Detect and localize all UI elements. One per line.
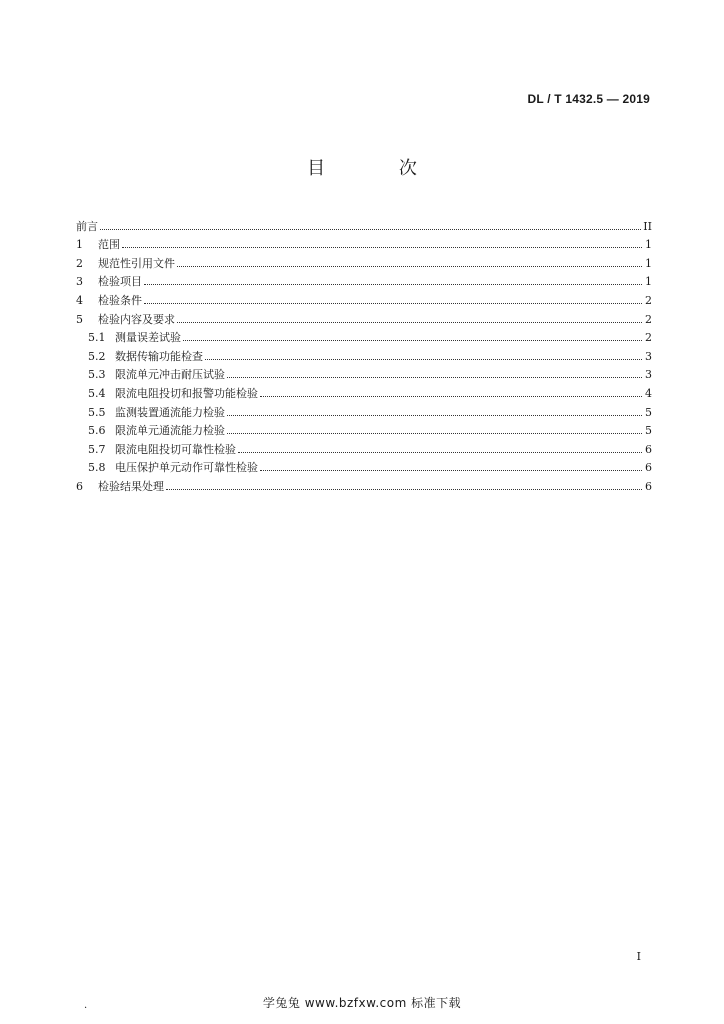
toc-entry-number: 4 bbox=[76, 293, 83, 307]
toc-entry[interactable] bbox=[76, 437, 652, 456]
standard-number: DL / T 1432.5 — 2019 bbox=[527, 92, 650, 106]
toc-entry-page: 5 bbox=[645, 405, 652, 419]
toc-entry-label: 限流单元通流能力检验 bbox=[115, 424, 225, 438]
toc-leader-dots bbox=[177, 321, 642, 323]
toc-entry-page: 6 bbox=[645, 442, 652, 456]
toc-entry[interactable] bbox=[76, 233, 652, 252]
toc-entry-page: 2 bbox=[645, 293, 652, 307]
toc-entry-page: 6 bbox=[645, 479, 652, 493]
table-of-contents bbox=[76, 214, 652, 493]
toc-entry-page: 1 bbox=[645, 256, 652, 270]
toc-entry-label: 规范性引用文件 bbox=[98, 256, 175, 270]
toc-entry[interactable] bbox=[76, 270, 652, 289]
footer-mark: . bbox=[84, 1000, 88, 1011]
toc-entry-number: 5.1 bbox=[88, 331, 106, 345]
toc-entry-label: 限流单元冲击耐压试验 bbox=[115, 368, 225, 382]
toc-entry-label: 检验项目 bbox=[98, 275, 142, 289]
toc-entry-label: 检验条件 bbox=[98, 293, 142, 307]
toc-entry-label: 监测装置通流能力检验 bbox=[115, 405, 225, 419]
toc-leader-dots bbox=[260, 469, 642, 471]
page-title: 目 次 bbox=[307, 158, 451, 179]
toc-entry-number: 6 bbox=[76, 479, 83, 493]
toc-entry-page: 1 bbox=[645, 275, 652, 289]
toc-leader-dots bbox=[177, 265, 642, 267]
toc-entry-label: 电压保护单元动作可靠性检验 bbox=[115, 461, 258, 475]
toc-entry-label: 范围 bbox=[98, 238, 120, 252]
toc-entry-page: 6 bbox=[645, 461, 652, 475]
toc-entry-page: 2 bbox=[645, 331, 652, 345]
toc-leader-dots bbox=[144, 302, 642, 304]
toc-entry-page: 1 bbox=[645, 238, 652, 252]
toc-entry[interactable] bbox=[76, 251, 652, 270]
toc-entry-label: 数据传输功能检查 bbox=[115, 349, 203, 363]
toc-entry[interactable] bbox=[76, 381, 652, 400]
toc-leader-dots bbox=[122, 246, 642, 248]
toc-entry-label: 前言 bbox=[76, 219, 98, 233]
toc-leader-dots bbox=[144, 283, 642, 285]
toc-entry-label: 测量误差试验 bbox=[115, 331, 181, 345]
toc-leader-dots bbox=[260, 395, 642, 397]
toc-entry-number: 5.4 bbox=[88, 386, 106, 400]
toc-entry[interactable] bbox=[76, 363, 652, 382]
toc-entry[interactable] bbox=[76, 344, 652, 363]
toc-entry-page: II bbox=[643, 219, 652, 233]
toc-entry-number: 5.5 bbox=[88, 405, 106, 419]
toc-entry[interactable] bbox=[76, 419, 652, 438]
toc-entry[interactable] bbox=[76, 288, 652, 307]
toc-entry-page: 2 bbox=[645, 312, 652, 326]
toc-entry-label: 检验内容及要求 bbox=[98, 312, 175, 326]
toc-entry-number: 3 bbox=[76, 275, 83, 289]
toc-entry[interactable] bbox=[76, 474, 652, 493]
toc-entry[interactable] bbox=[76, 307, 652, 326]
toc-entry[interactable] bbox=[76, 456, 652, 475]
toc-entry-label: 检验结果处理 bbox=[98, 479, 164, 493]
toc-entry-number: 5.7 bbox=[88, 442, 106, 456]
toc-leader-dots bbox=[227, 432, 642, 434]
toc-leader-dots bbox=[238, 451, 642, 453]
toc-entry-page: 5 bbox=[645, 424, 652, 438]
footer-watermark: 学兔兔 www.bzfxw.com 标准下载 bbox=[262, 996, 462, 1010]
toc-entry-number: 5 bbox=[76, 312, 83, 326]
toc-entry-number: 1 bbox=[76, 238, 83, 252]
toc-leader-dots bbox=[227, 414, 642, 416]
toc-entry-page: 3 bbox=[645, 349, 652, 363]
toc-entry-page: 3 bbox=[645, 368, 652, 382]
page-number: I bbox=[636, 950, 641, 963]
toc-entry[interactable] bbox=[76, 400, 652, 419]
toc-leader-dots bbox=[166, 488, 642, 490]
toc-leader-dots bbox=[205, 358, 642, 360]
toc-leader-dots bbox=[183, 339, 642, 341]
toc-entry-label: 限流电阻投切可靠性检验 bbox=[115, 442, 236, 456]
toc-leader-dots bbox=[100, 228, 641, 230]
toc-leader-dots bbox=[227, 376, 642, 378]
toc-entry-number: 5.6 bbox=[88, 424, 106, 438]
toc-entry[interactable] bbox=[76, 214, 652, 233]
toc-entry-number: 5.3 bbox=[88, 368, 106, 382]
toc-entry-number: 2 bbox=[76, 256, 83, 270]
toc-entry-number: 5.2 bbox=[88, 349, 106, 363]
toc-entry-label: 限流电阻投切和报警功能检验 bbox=[115, 386, 258, 400]
toc-entry-number: 5.8 bbox=[88, 461, 106, 475]
toc-entry-page: 4 bbox=[645, 386, 652, 400]
toc-entry[interactable] bbox=[76, 326, 652, 345]
